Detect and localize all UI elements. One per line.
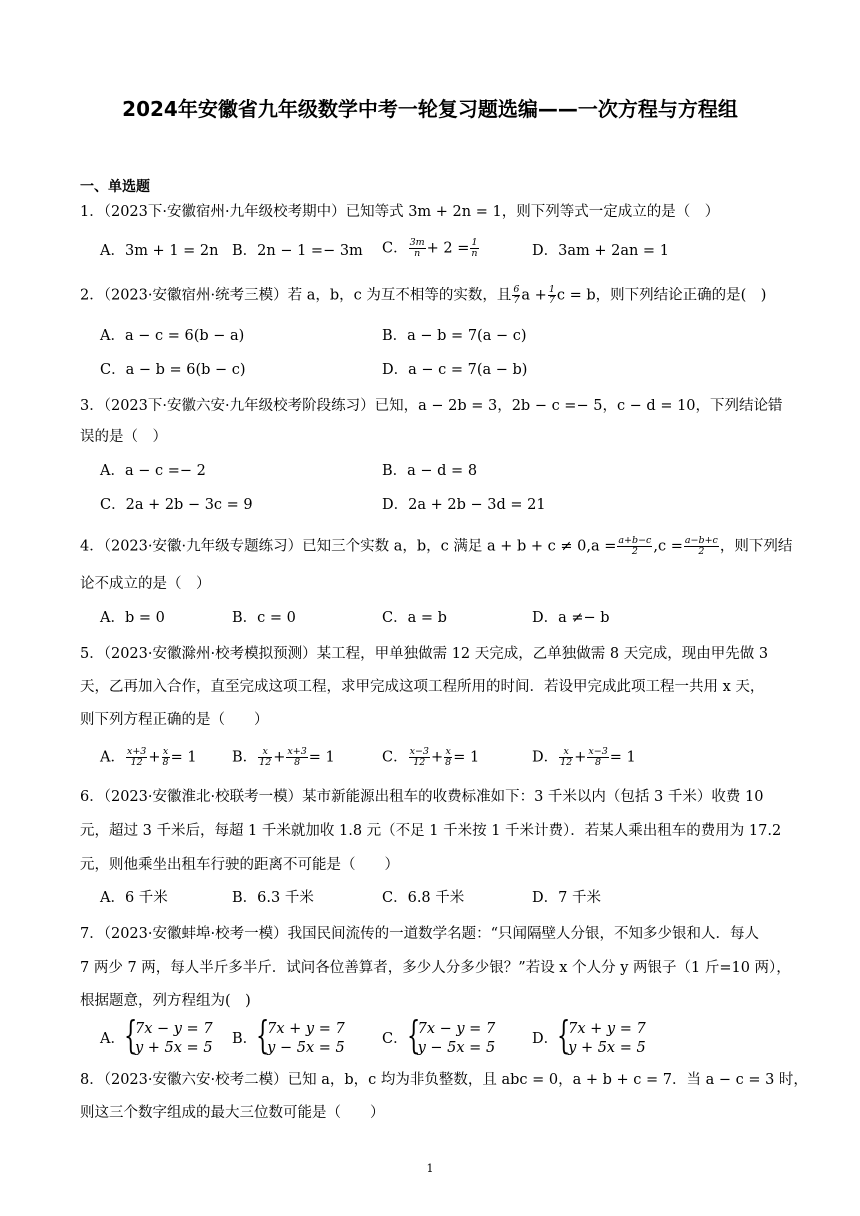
- q7-d-system: { 7x + y = 7 y + 5x = 5: [558, 1020, 646, 1058]
- page-number: 1: [426, 1162, 434, 1175]
- q4-frac2: $\frac{a-b+c}{2}$: [684, 535, 718, 557]
- section-heading: 一、单选题: [80, 179, 150, 195]
- q2-stem-mid: a +: [521, 287, 547, 304]
- q5-stem-line1: 5．（2023·安徽滁州·校考模拟预测）某工程，甲单独做需 12 天完成，乙单独做需 8 天完成，现由甲先做 3: [80, 646, 769, 662]
- q2-option-d: D．a − c = 7(a − b): [382, 362, 528, 378]
- q5-stem-line2: 天，乙再加入合作，直至完成这项工程，求甲完成这项工程所用的时间．若设甲完成此项工程一共用 x 天，: [80, 679, 765, 695]
- q4-option-d: D．a ≠− b: [532, 610, 610, 626]
- q1-option-c: [382, 238, 480, 259]
- q4-stem-mid: ,c =: [653, 538, 683, 555]
- q1-option-b: B．2n − 1 =− 3m: [232, 243, 363, 259]
- q6-stem-line3: 元，则他乘坐出租车行驶的距离不可能是（ ）: [80, 857, 399, 873]
- q6-option-d: D．7 千米: [532, 890, 601, 906]
- q1-stem: 1．（2023下·安徽宿州·九年级校考期中）已知等式 3m + 2n = 1，则下列等式一定成立的是（ ）: [80, 204, 720, 220]
- q7-option-b: B． { 7x + y = 7 y − 5x = 5: [232, 1020, 345, 1058]
- q2-frac2: $\frac{1}{7}$: [548, 284, 555, 306]
- q4-stem-line1: [80, 535, 793, 557]
- q5-stem-line3: 则下列方程正确的是（ ）: [80, 712, 269, 728]
- q1-c-frac1: $\frac{3m}{n}$: [409, 237, 425, 259]
- q4-stem-line2: 论不成立的是（ ）: [80, 576, 211, 592]
- page-title: 2024年安徽省九年级数学中考一轮复习题选编——一次方程与方程组: [122, 97, 738, 121]
- q6-option-c: C．6.8 千米: [382, 890, 465, 906]
- q2-frac1: $\frac{6}{7}$: [513, 284, 520, 306]
- q3-option-a: A．a − c =− 2: [100, 463, 206, 479]
- q4-option-c: C．a = b: [382, 610, 447, 626]
- q3-option-c: C．2a + 2b − 3c = 9: [100, 497, 253, 513]
- q5-option-b: B． $\frac{x}{12}$ + $\frac{x+3}{8}$ = 1: [232, 746, 335, 768]
- q2-option-b: B．a − b = 7(a − c): [382, 328, 527, 344]
- q4-stem-post: ，则下列结: [719, 538, 793, 555]
- q8-stem-line2: 则这三个数字组成的最大三位数可能是（ ）: [80, 1105, 385, 1121]
- q5-option-c: C． $\frac{x-3}{12}$ + $\frac{x}{8}$ = 1: [382, 746, 480, 768]
- q2-stem-pre: 2．（2023·安徽宿州·统考三模）若 a，b，c 为互不相等的实数，且: [80, 287, 512, 304]
- q4-option-a: A．b = 0: [100, 610, 165, 626]
- q8-stem-line1: 8．（2023·安徽六安·校考二模）已知 a，b，c 均为非负整数，且 abc = 0，a + b + c = 7．当 a − c = 3 时，: [80, 1072, 808, 1088]
- q7-stem-line2: 7 两少 7 两，每人半斤多半斤．试问各位善算者，多少人分多少银？”若设 x 个人分 y 两银子（1 斤=10 两），: [80, 960, 791, 976]
- q4-frac1: $\frac{a+b-c}{2}$: [618, 535, 652, 557]
- q3-stem-line1: 3．（2023下·安徽六安·九年级校考阶段练习）已知，a − 2b = 3，2b − c =− 5，c − d = 10，下列结论错: [80, 398, 783, 414]
- q7-stem-line1: 7．（2023·安徽蚌埠·校考一模）我国民间流传的一道数学名题：“只闻隔壁人分银，不知多少银和人．每人: [80, 926, 760, 942]
- q1-option-a: A．3m + 1 = 2n: [100, 243, 219, 259]
- q2-option-a: A．a − c = 6(b − a): [100, 328, 245, 344]
- q7-b-system: { 7x + y = 7 y − 5x = 5: [257, 1020, 345, 1058]
- q1-c-mid: + 2 =: [426, 240, 470, 257]
- q3-option-d: D．2a + 2b − 3d = 21: [382, 497, 546, 513]
- q1-c-frac2: $\frac{1}{n}$: [471, 237, 478, 259]
- q6-option-b: B．6.3 千米: [232, 890, 314, 906]
- q2-option-c: C．a − b = 6(b − c): [100, 362, 246, 378]
- q6-option-a: A．6 千米: [100, 890, 168, 906]
- q2-stem: [80, 285, 780, 306]
- q7-option-d: D． { 7x + y = 7 y + 5x = 5: [532, 1020, 646, 1058]
- q4-stem-pre: 4．（2023·安徽·九年级专题练习）已知三个实数 a，b，c 满足 a + b + c ≠ 0,a =: [80, 538, 617, 555]
- q3-option-b: B．a − d = 8: [382, 463, 478, 479]
- q7-c-system: { 7x − y = 7 y − 5x = 5: [408, 1020, 496, 1058]
- q7-a-system: { 7x − y = 7 y + 5x = 5: [125, 1020, 213, 1058]
- q3-stem-line2: 误的是（ ）: [80, 429, 167, 445]
- q4-option-b: B．c = 0: [232, 610, 296, 626]
- q7-stem-line3: 根据题意，列方程组为( ): [80, 993, 251, 1009]
- q7-option-c: C． { 7x − y = 7 y − 5x = 5: [382, 1020, 495, 1058]
- q1-c-label: C．: [382, 240, 408, 257]
- q6-stem-line2: 元，超过 3 千米后，每超 1 千米就加收 1.8 元（不足 1 千米按 1 千米计费）．若某人乘出租车的费用为 17.2: [80, 823, 782, 839]
- q6-stem-line1: 6．（2023·安徽淮北·校联考一模）某市新能源出租车的收费标准如下：3 千米以内（包括 3 千米）收费 10: [80, 789, 764, 805]
- q1-option-d: D．3am + 2an = 1: [532, 243, 669, 259]
- q7-option-a: A． { 7x − y = 7 y + 5x = 5: [100, 1020, 213, 1058]
- q5-option-d: D． $\frac{x}{12}$ + $\frac{x-3}{8}$ = 1: [532, 746, 636, 768]
- q2-stem-post: c = b，则下列结论正确的是( ): [556, 287, 767, 304]
- q5-option-a: A． $\frac{x+3}{12}$ + $\frac{x}{8}$ = 1: [100, 746, 197, 768]
